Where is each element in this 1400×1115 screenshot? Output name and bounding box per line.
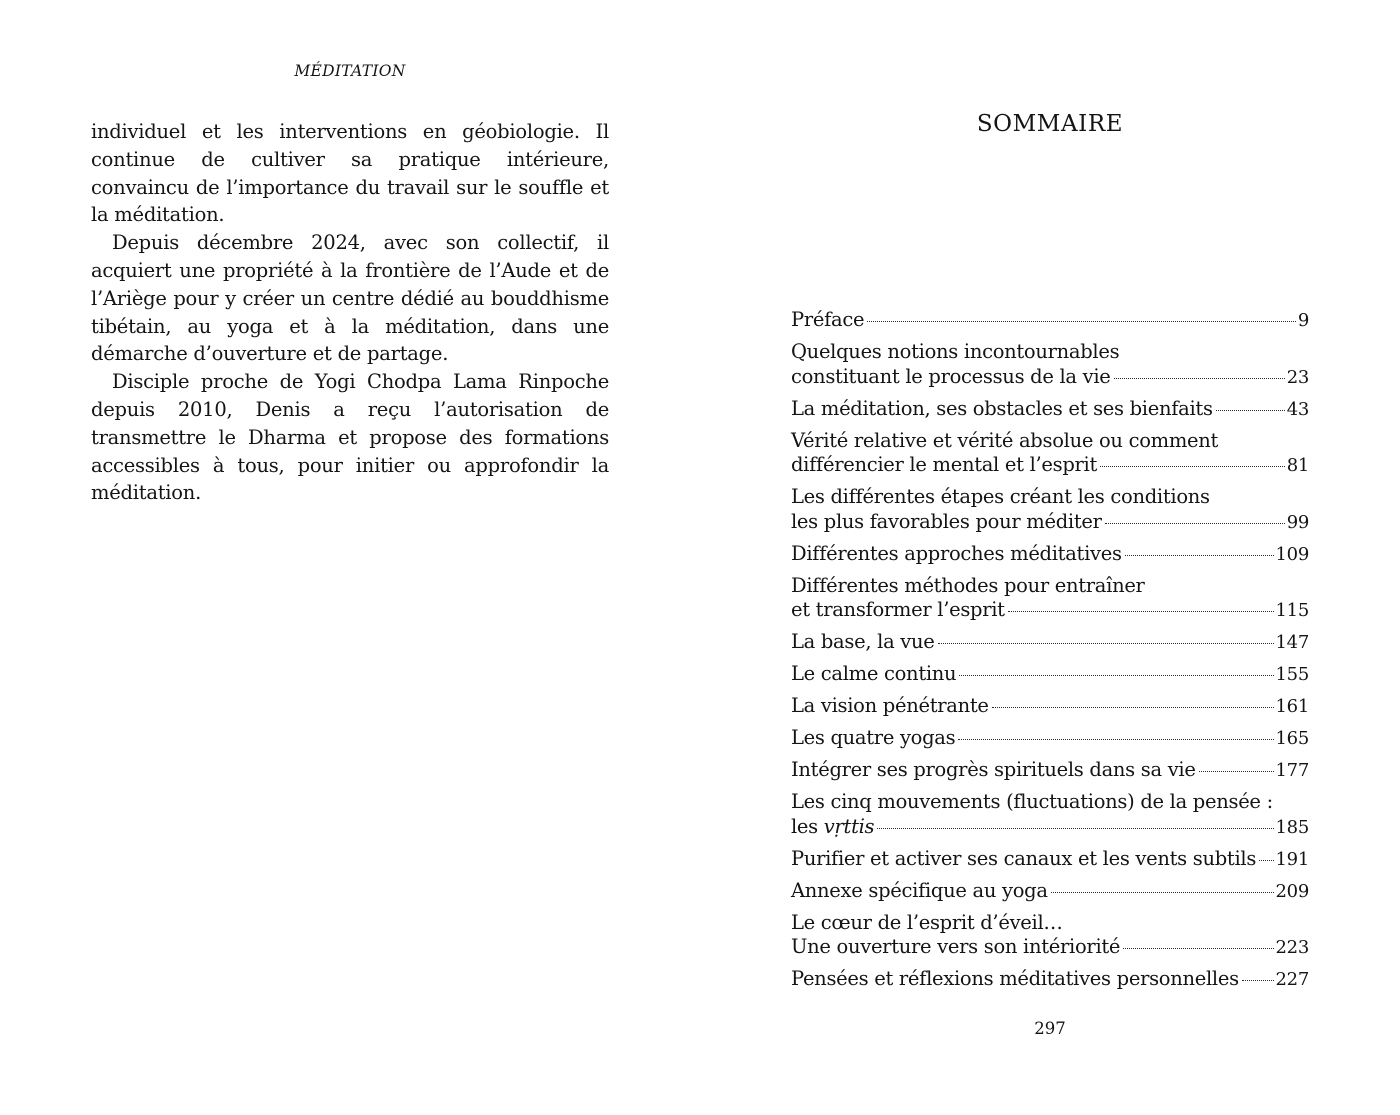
toc-entry: [791, 340, 1309, 390]
toc-entry-title-text: Différentes approches méditatives: [791, 541, 1122, 565]
toc-entry-title-text: les: [791, 814, 818, 838]
toc-entry-title-line: Différentes méthodes pour entraîner: [791, 573, 1145, 597]
toc-page-number: 185: [1275, 816, 1309, 838]
toc-entry-title-text: constituant le processus de la vie: [791, 364, 1111, 388]
toc-entry-line: [791, 365, 1309, 391]
toc-entry: [791, 429, 1309, 479]
toc-page-number: 81: [1286, 455, 1309, 476]
dot-leader: [959, 675, 1273, 676]
toc-page-number: 147: [1275, 632, 1309, 653]
toc-entry: [791, 485, 1309, 535]
toc-entry-title-text: Le calme continu: [791, 662, 957, 685]
toc-entry: [791, 542, 1309, 568]
toc-page-number: 109: [1275, 543, 1309, 565]
dot-leader: [938, 643, 1274, 644]
dot-leader: [1100, 466, 1285, 467]
dot-leader: [1123, 948, 1273, 949]
dot-leader: [958, 739, 1273, 740]
toc-entry-title-line: Les cinq mouvements (fluctuations) de la pensée :: [791, 790, 1273, 813]
dot-leader: [1051, 892, 1274, 893]
toc-page-number: 223: [1275, 937, 1309, 958]
toc-entry-title: [791, 815, 874, 840]
toc-entry-line: [791, 630, 1309, 656]
toc-entry-title-text: Préface: [791, 308, 865, 331]
toc-entry-title-line: Les différentes étapes créant les conditions: [791, 485, 1210, 508]
paragraph: Disciple proche de Yogi Chodpa Lama Rinpoche depuis 2010, Denis a reçu l’autorisation de transmettre le Dharma et propose des formations accessibles à tous, pour initier ou approfondir la méditation.: [91, 370, 609, 505]
toc-entry-line: [791, 879, 1309, 905]
table-of-contents: [791, 308, 1309, 999]
toc-entry-title: [791, 397, 1213, 422]
toc-entry: [791, 967, 1309, 993]
toc-entry-title-text: Intégrer ses progrès spirituels dans sa vie: [791, 758, 1196, 781]
toc-entry: [791, 308, 1309, 334]
toc-entry-title-text: La vision pénétrante: [791, 694, 989, 717]
toc-entry-line: [791, 758, 1309, 784]
dot-leader: [1216, 410, 1285, 411]
toc-entry: [791, 758, 1309, 784]
toc-page-number: 23: [1286, 366, 1309, 388]
toc-entry-line: [791, 308, 1309, 334]
toc-entry: [791, 630, 1309, 656]
toc-entry-title: [791, 662, 956, 687]
toc-entry-title: [791, 726, 955, 751]
paragraph: individuel et les interventions en géobiologie. Il continue de cultiver sa pratique intérieure, convaincu de l’importance du travail sur le souffle et la méditation.: [91, 120, 609, 227]
toc-entry-line: [791, 815, 1309, 841]
toc-entry-title-text: Les quatre yogas: [791, 726, 956, 749]
toc-entry-line: [791, 662, 1309, 688]
running-head: MÉDITATION: [294, 62, 406, 80]
dot-leader: [1125, 555, 1274, 556]
toc-page-number: 209: [1275, 880, 1309, 902]
toc-entry-title: [791, 847, 1256, 872]
toc-entry: [791, 397, 1309, 423]
toc-entry: [791, 694, 1309, 720]
toc-entry: [791, 911, 1309, 961]
toc-entry-line: [791, 397, 1309, 423]
toc-entry: [791, 726, 1309, 752]
toc-entry: [791, 574, 1309, 624]
paragraph: Depuis décembre 2024, avec son collectif, il acquiert une propriété à la frontière de l’Aude et de l’Ariège pour y créer un centre dédié au bouddhisme tibétain, au yoga et à la méditation, dans une démarche d’ouverture et de partage.: [91, 231, 609, 366]
toc-page-number: 177: [1275, 760, 1309, 781]
toc-entry-line: [791, 967, 1309, 993]
toc-entry-line: [791, 726, 1309, 752]
toc-entry-line: [791, 598, 1309, 624]
toc-entry-title-text: Une ouverture vers son intériorité: [791, 935, 1121, 958]
toc-entry-title-text: Annexe spécifique au yoga: [791, 878, 1048, 902]
toc-entry-title-text: différencier le mental et l’esprit: [791, 453, 1098, 476]
toc-entry-line: [791, 453, 1309, 479]
dot-leader: [877, 828, 1273, 829]
dot-leader: [1259, 860, 1273, 861]
toc-entry-title-italic: vṛttis: [823, 814, 875, 838]
toc-entry-title: [791, 598, 1005, 623]
toc-entry-title-text: Pensées et réflexions méditatives personnelles: [791, 967, 1239, 990]
toc-entry-line: [791, 542, 1309, 568]
toc-page-number: 99: [1286, 511, 1309, 533]
toc-entry-title: [791, 630, 935, 655]
toc-entry: [791, 662, 1309, 688]
dot-leader: [867, 321, 1296, 322]
toc-entry-title: [791, 694, 989, 719]
toc-entry-title: [791, 365, 1111, 390]
toc-entry-title: [791, 967, 1239, 992]
dot-leader: [1199, 771, 1274, 772]
toc-entry-title: [791, 453, 1097, 478]
toc-entry: [791, 847, 1309, 873]
toc-entry-title-line: Le cœur de l’esprit d’éveil…: [791, 910, 1063, 934]
toc-entry-line: [791, 694, 1309, 720]
toc-page-number: 115: [1275, 600, 1309, 621]
toc-entry: [791, 879, 1309, 905]
toc-entry-title: [791, 935, 1120, 960]
toc-page-number: 227: [1275, 969, 1309, 990]
dot-leader: [992, 707, 1274, 708]
toc-entry-line: [791, 847, 1309, 873]
toc-page-number: 155: [1275, 664, 1309, 685]
toc-entry-title-text: et transformer l’esprit: [791, 598, 1005, 621]
toc-page-number: 43: [1286, 398, 1309, 420]
toc-entry-title-text: La méditation, ses obstacles et ses bienfaits: [791, 396, 1213, 420]
toc-page-number: 9: [1297, 310, 1309, 331]
toc-entry-line: [791, 935, 1309, 961]
body-text: [91, 118, 609, 507]
toc-entry-title-line: Vérité relative et vérité absolue ou comment: [791, 428, 1219, 452]
toc-entry-title: [791, 510, 1102, 535]
dot-leader: [1105, 523, 1285, 524]
right-page: [700, 0, 1400, 1115]
dot-leader: [1008, 611, 1274, 612]
toc-title: SOMMAIRE: [976, 111, 1124, 137]
toc-entry-title: [791, 542, 1122, 567]
dot-leader: [1114, 378, 1285, 379]
dot-leader: [1242, 980, 1274, 981]
toc-page-number: 165: [1275, 728, 1309, 749]
toc-entry-title: [791, 308, 864, 333]
page-number: 297: [1034, 1019, 1066, 1038]
toc-entry-title: [791, 758, 1196, 783]
toc-entry-line: [791, 510, 1309, 536]
toc-entry-title-text: La base, la vue: [791, 630, 935, 653]
toc-page-number: 161: [1275, 696, 1309, 717]
toc-entry: [791, 790, 1309, 840]
toc-entry-title-line: Quelques notions incontournables: [791, 340, 1120, 363]
toc-entry-title: [791, 879, 1048, 904]
toc-entry-title-text: les plus favorables pour méditer: [791, 509, 1102, 533]
toc-entry-title-text: Purifier et activer ses canaux et les vents subtils: [791, 846, 1257, 870]
toc-page-number: 191: [1275, 848, 1309, 870]
